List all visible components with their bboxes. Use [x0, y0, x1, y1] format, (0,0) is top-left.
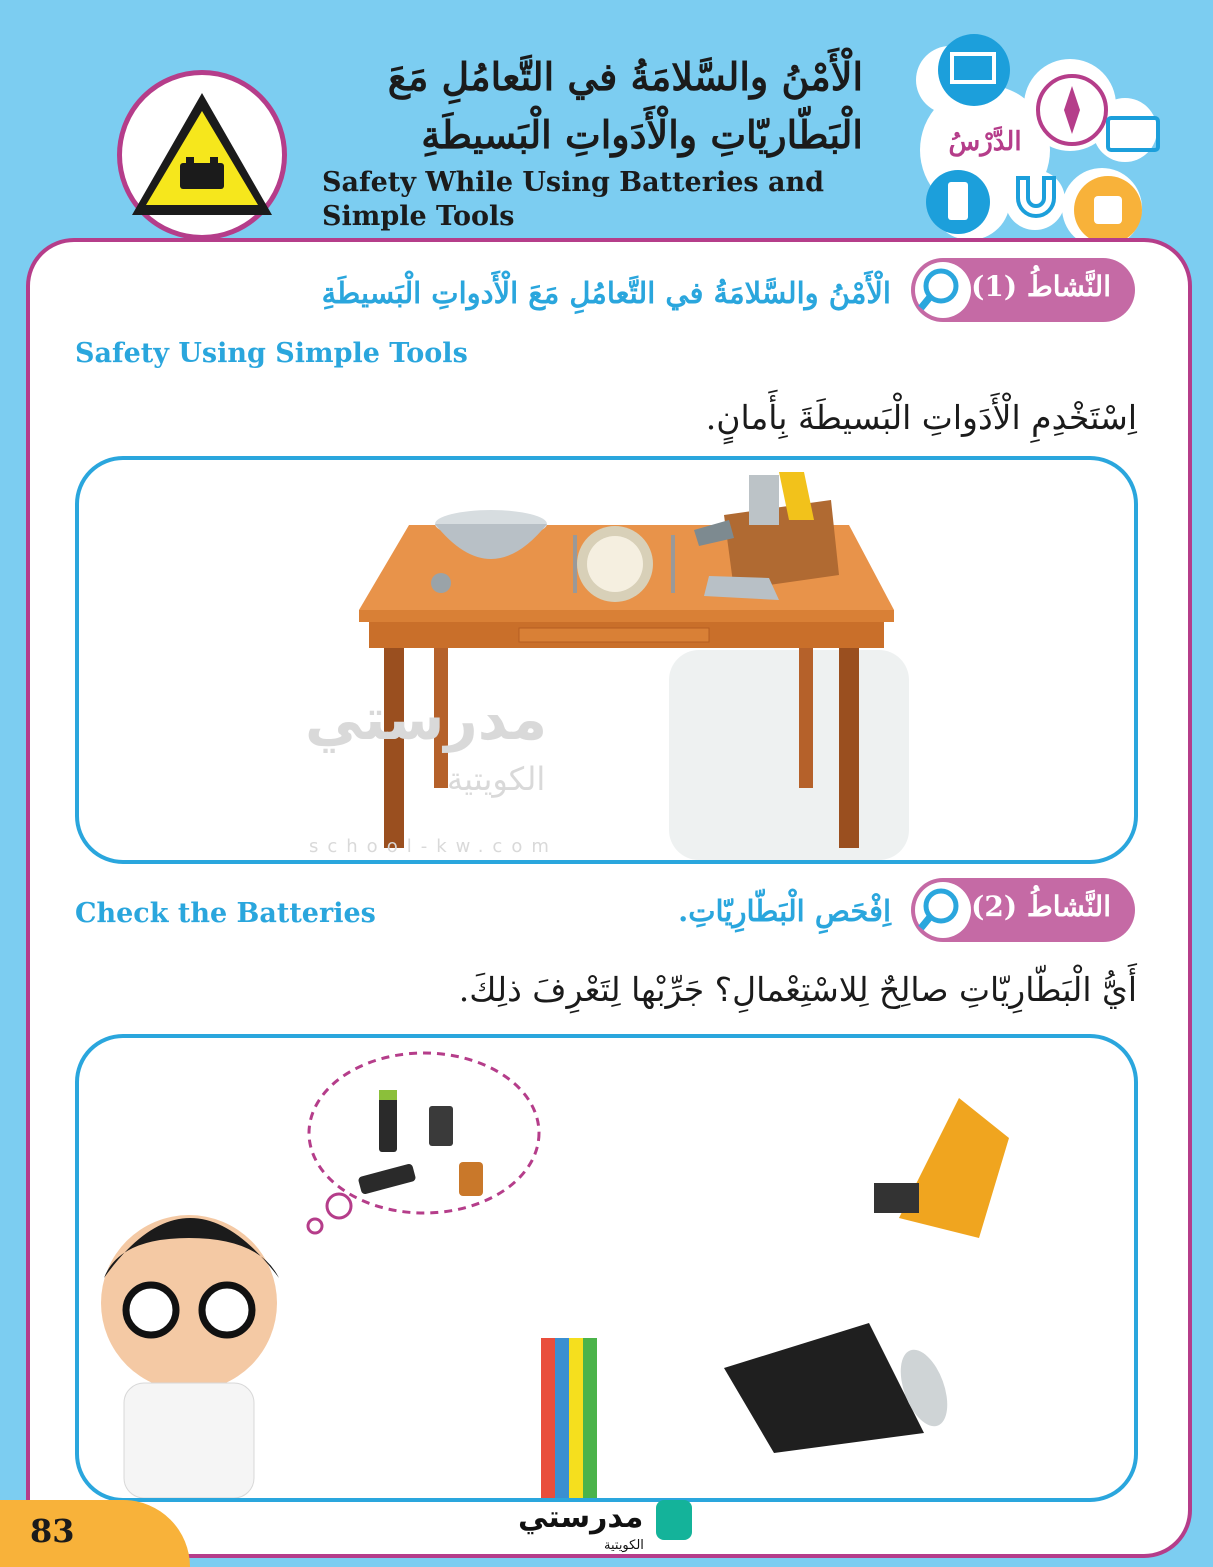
activity1-tag [911, 258, 1135, 322]
activity1-title-ar: الْأَمْنُ والسَّلامَةُ في التَّعامُلِ مَعَ الْأَدواتِ الْبَسيطَةِ [321, 276, 891, 310]
socket-plug-icon [1074, 176, 1142, 244]
battery-warning-sign [117, 70, 287, 240]
activity2-tag [911, 878, 1135, 942]
magnifier-icon [915, 262, 971, 318]
lesson-title-ar-line1: الْأَمْنُ والسَّلامَةُ في التَّعامُلِ مَعَ [387, 54, 863, 99]
lesson-icons-cluster [890, 20, 1190, 250]
activity2-label: النَّشاطُ (2) [971, 890, 1111, 923]
watermark-brand: مدرستي [305, 685, 548, 753]
batteries-tools-illustration [79, 1038, 1134, 1498]
compass-icon [1038, 76, 1106, 144]
activity2-image-frame [75, 1034, 1138, 1502]
lesson-title-en-line1: Safety While Using Batteries and [322, 167, 825, 198]
activity1-title-en: Safety Using Simple Tools [75, 338, 468, 369]
activity1-instruction: اِسْتَخْدِمِ الْأَدَواتِ الْبَسيطَةَ بِأَمانٍ. [705, 398, 1137, 437]
lesson-label: الدَّرْسُ [948, 127, 1022, 157]
logo-mark [656, 1500, 692, 1540]
logo-subtitle: الكويتية [604, 1538, 644, 1553]
publisher-logo [518, 1500, 698, 1560]
activity2-title-en: Check the Batteries [75, 898, 376, 929]
battery-icon [926, 170, 990, 234]
activity1-label: النَّشاطُ (1) [971, 270, 1111, 303]
lesson-title-en-line2: Simple Tools [322, 201, 515, 232]
page-number: 83 [30, 1512, 75, 1550]
magnifier-icon [915, 882, 971, 938]
logo-text: مدرستي [518, 1500, 644, 1535]
table-with-items-illustration [79, 460, 1134, 860]
watermark-subtitle: الكويتية [447, 760, 546, 798]
activity1-image-frame [75, 456, 1138, 864]
activity2-instruction: أَيُّ الْبَطّارِيّاتِ صالِحٌ لِلاسْتِعْمالِ؟ جَرِّبْها لِتَعْرِفَ ذلِكَ. [458, 970, 1137, 1009]
lesson-title-ar-line2: الْبَطّاريّاتِ والْأَدَواتِ الْبَسيطَةِ [421, 112, 863, 157]
activity2-title-ar: اِفْحَصِ الْبَطّارِيّاتِ. [678, 894, 891, 928]
watermark-url: school-kw.com [309, 836, 558, 857]
monitor-icon [938, 34, 1010, 106]
